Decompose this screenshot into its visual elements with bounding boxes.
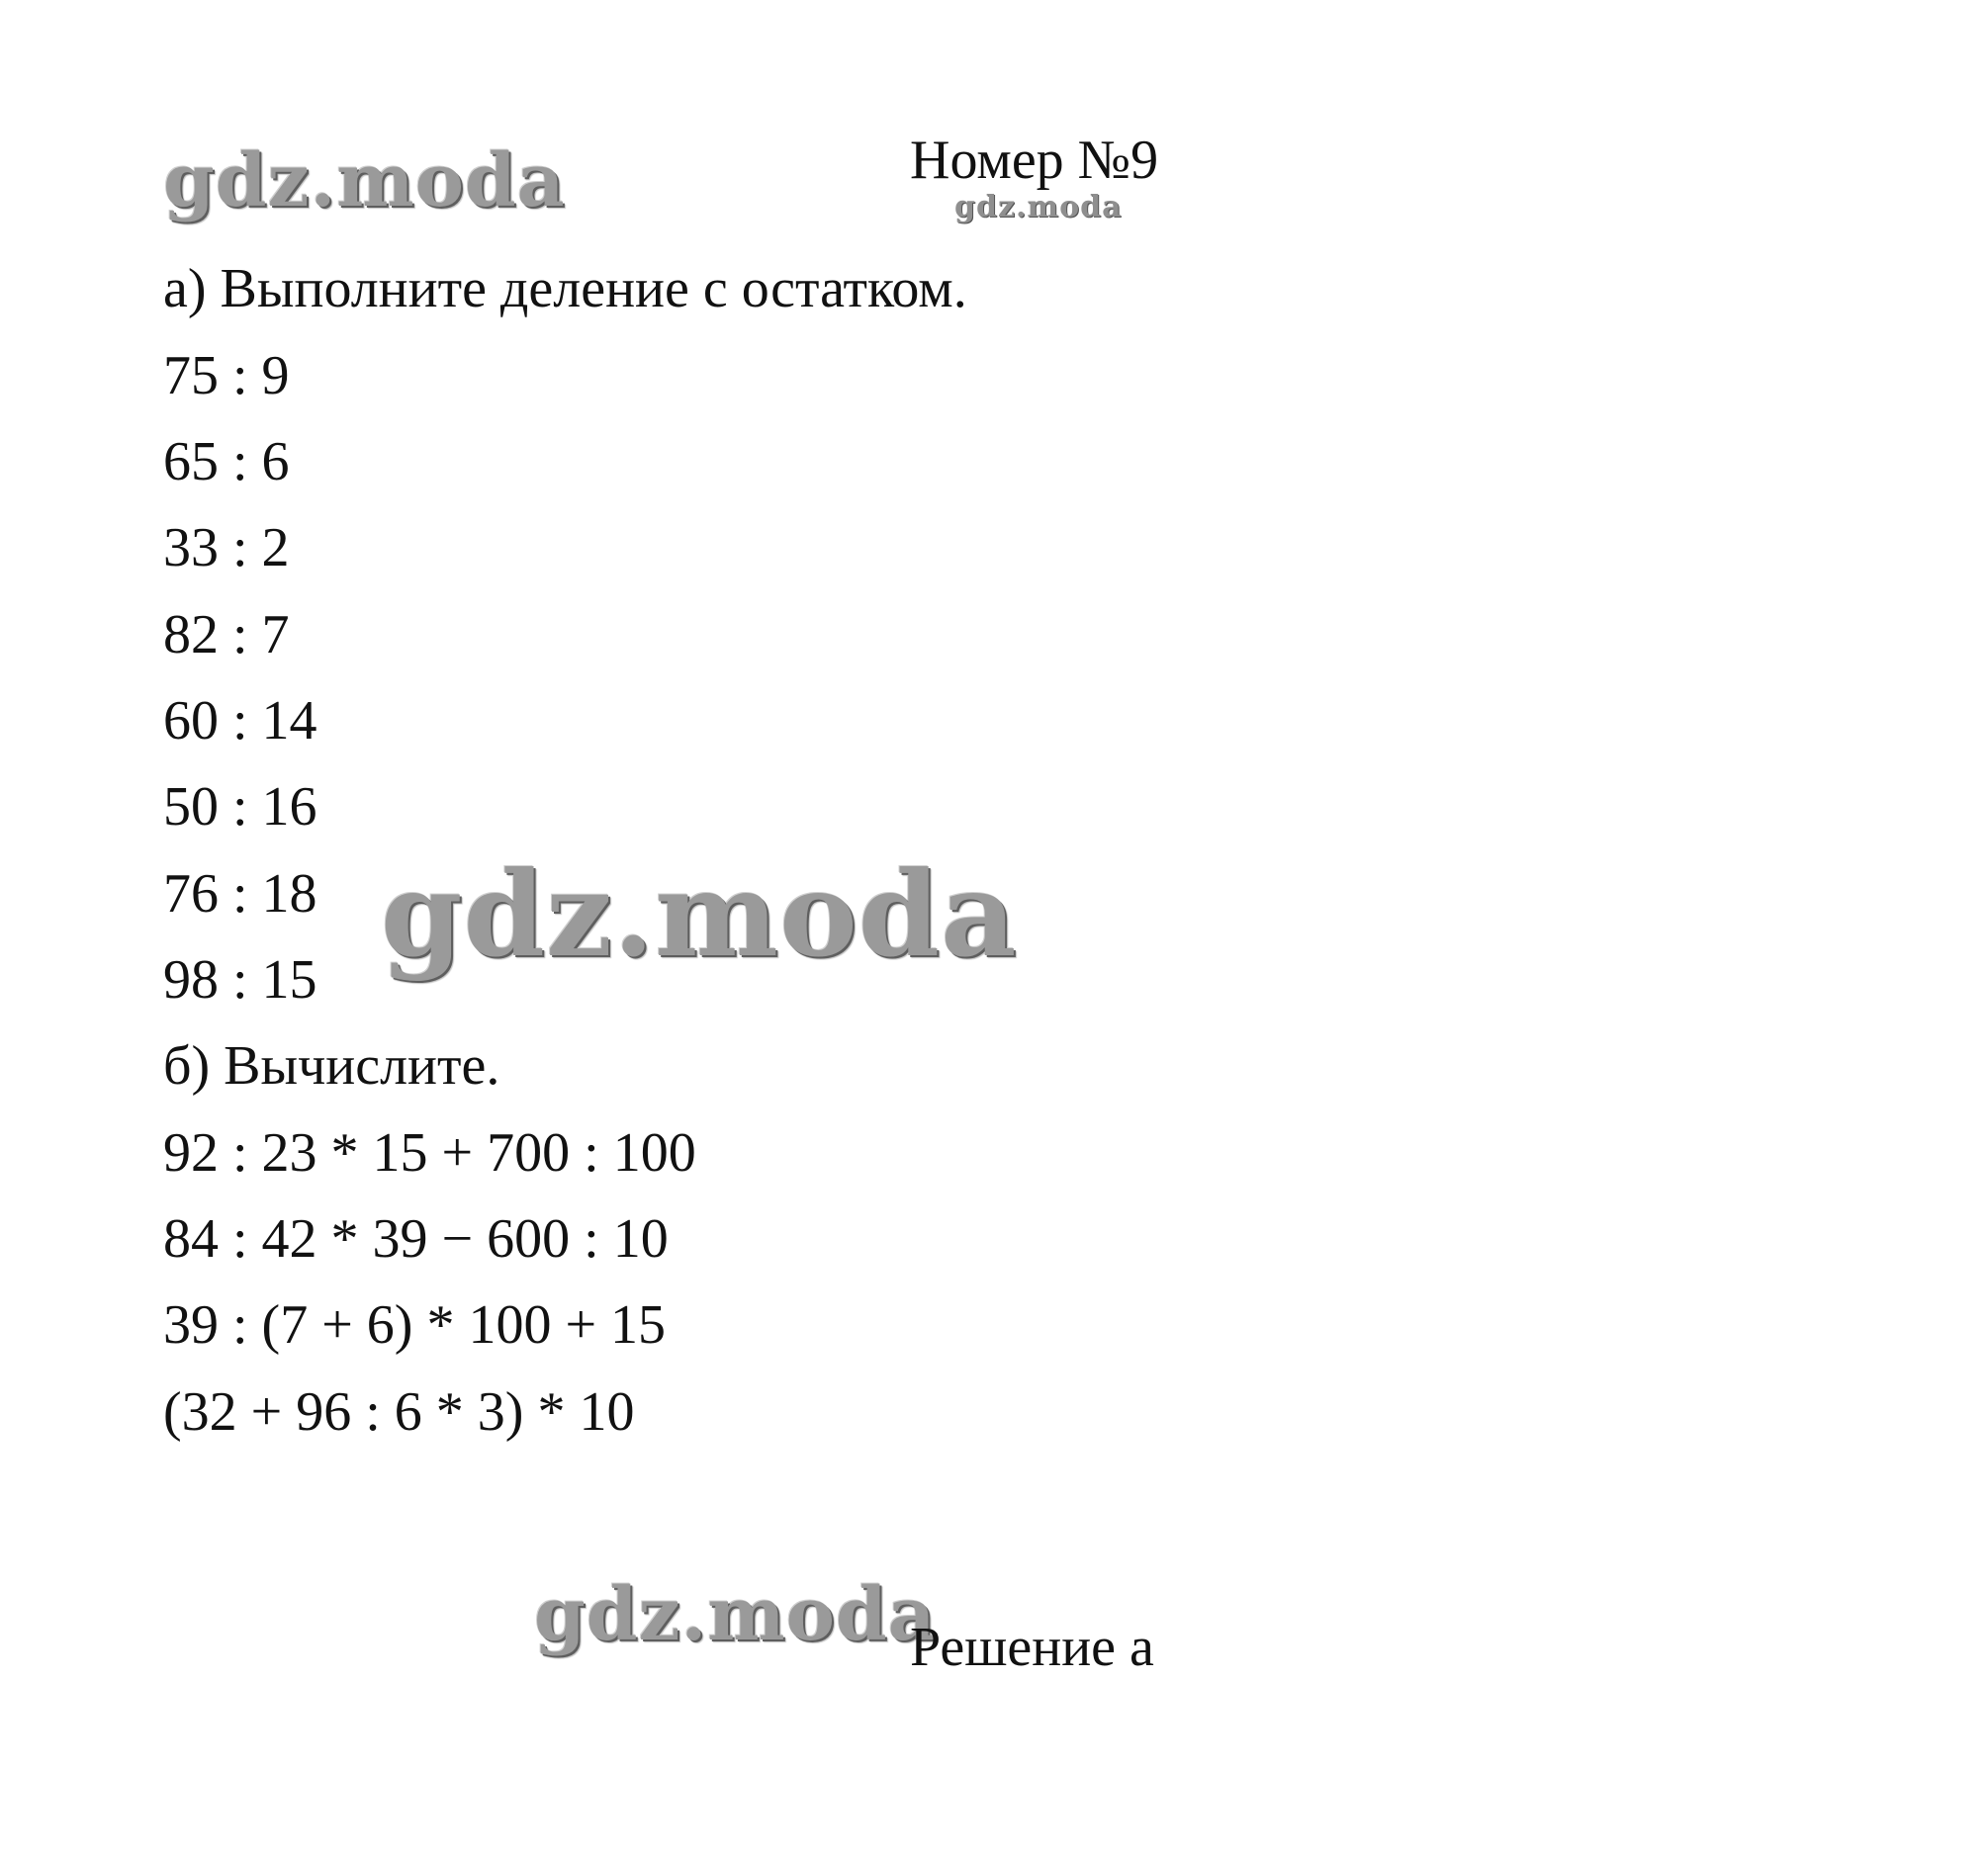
page-title: Номер №9 — [910, 130, 1159, 191]
watermark-logo-bottom: gdz.moda — [534, 1572, 937, 1657]
part-a-item: 65 : 6 — [163, 431, 290, 492]
part-a-item: 60 : 14 — [163, 690, 317, 752]
solution-label: Решение а — [910, 1617, 1154, 1678]
part-b-item: (32 + 96 : 6 * 3) * 10 — [163, 1381, 635, 1443]
part-a-instruction: а) Выполните деление с остатком. — [163, 258, 967, 319]
part-a-item: 98 : 15 — [163, 949, 317, 1011]
part-b-item: 39 : (7 + 6) * 100 + 15 — [163, 1294, 667, 1356]
part-a-item: 50 : 16 — [163, 776, 317, 838]
part-b-item: 92 : 23 * 15 + 700 : 100 — [163, 1122, 696, 1184]
watermark-logo-middle: gdz.moda — [381, 845, 1018, 983]
part-a-item: 75 : 9 — [163, 345, 290, 406]
part-a-item: 82 : 7 — [163, 604, 290, 665]
watermark-logo-top: gdz.moda — [163, 138, 566, 223]
part-a-item: 76 : 18 — [163, 863, 317, 925]
part-b-instruction: б) Вычислите. — [163, 1035, 500, 1097]
watermark-logo-small: gdz.moda — [954, 190, 1123, 224]
part-a-item: 33 : 2 — [163, 517, 290, 578]
part-b-item: 84 : 42 * 39 − 600 : 10 — [163, 1208, 669, 1270]
